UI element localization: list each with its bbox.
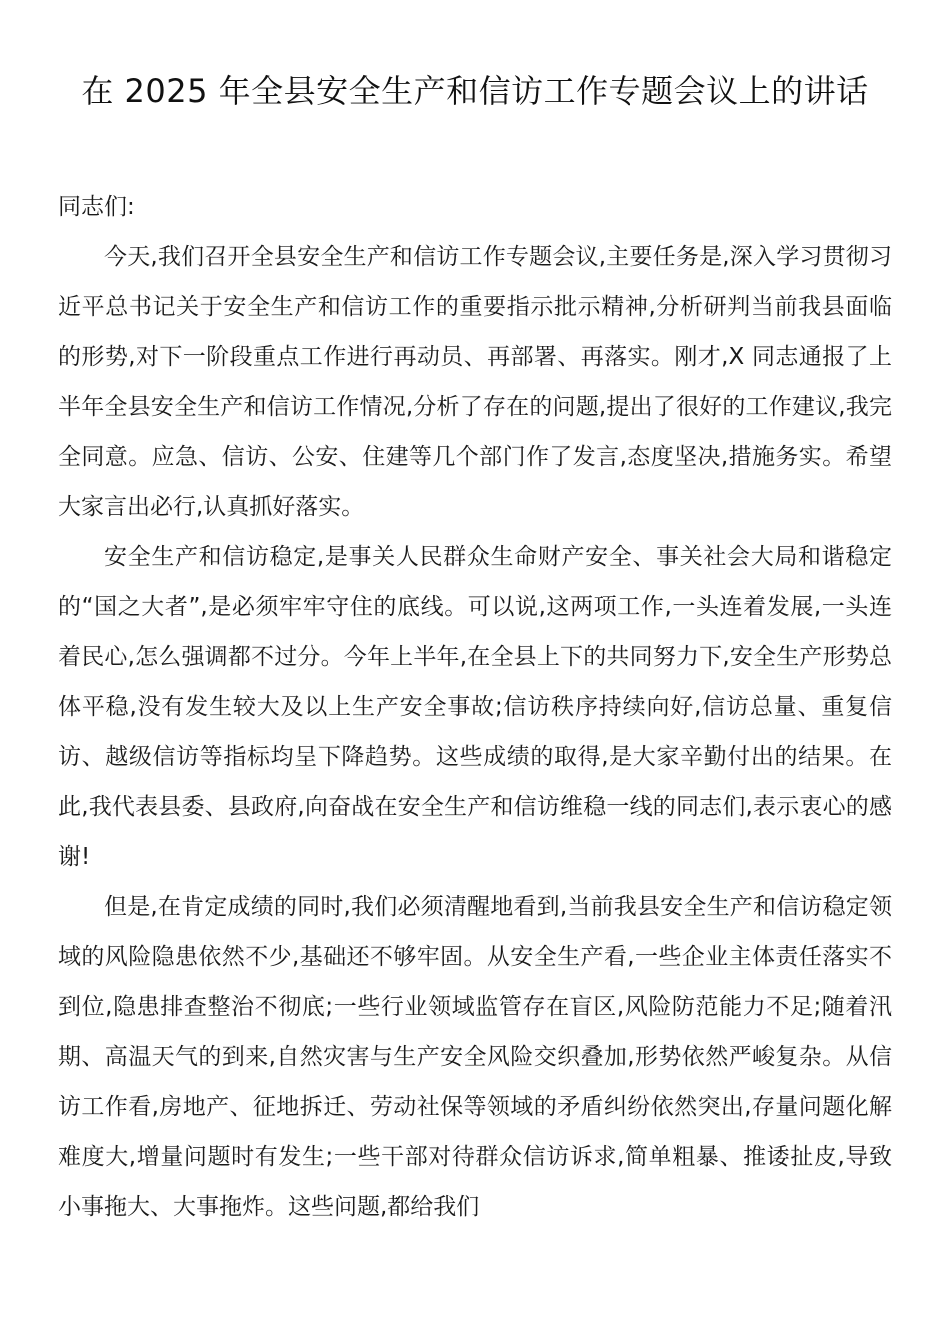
document-body xyxy=(58,182,892,1232)
salutation: 同志们: xyxy=(58,194,135,220)
document-title: 在 2025 年全县安全生产和信访工作专题会议上的讲话 xyxy=(81,72,869,110)
paragraph-3: 但是,在肯定成绩的同时,我们必须清醒地看到,当前我县安全生产和信访稳定领域的风险隐患依然不少,基础还不够牢固。从安全生产看,一些企业主体责任落实不到位,隐患排查整治不彻底;一些行业领域监管存在盲区,风险防范能力不足;随着汛期、高温天气的到来,自然灾害与生产安全风险交织叠加,形势依然严峻复杂。从信访工作看,房地产、征地拆迁、劳动社保等领域的矛盾纠纷依然突出,存量问题化解难度大,增量问题时有发生;一些干部对待群众信访诉求,简单粗暴、推诿扯皮,导致小事拖大、大事拖炸。这些问题,都给我们 xyxy=(58,894,892,1220)
paragraph-1: 今天,我们召开全县安全生产和信访工作专题会议,主要任务是,深入学习贯彻习近平总书记关于安全生产和信访工作的重要指示批示精神,分析研判当前我县面临的形势,对下一阶段重点工作进行再动员、再部署、再落实。刚才,X 同志通报了上半年全县安全生产和信访工作情况,分析了存在的问题,提出了很好的工作建议,我完全同意。应急、信访、公安、住建等几个部门作了发言,态度坚决,措施务实。希望大家言出必行,认真抓好落实。 xyxy=(58,244,892,520)
document-page xyxy=(58,62,892,1232)
paragraph-2: 安全生产和信访稳定,是事关人民群众生命财产安全、事关社会大局和谐稳定的“国之大者”,是必须牢牢守住的底线。可以说,这两项工作,一头连着发展,一头连着民心,怎么强调都不过分。今年上半年,在全县上下的共同努力下,安全生产形势总体平稳,没有发生较大及以上生产安全事故;信访秩序持续向好,信访总量、重复信访、越级信访等指标均呈下降趋势。这些成绩的取得,是大家辛勤付出的结果。在此,我代表县委、县政府,向奋战在安全生产和信访维稳一线的同志们,表示衷心的感谢! xyxy=(58,544,892,870)
